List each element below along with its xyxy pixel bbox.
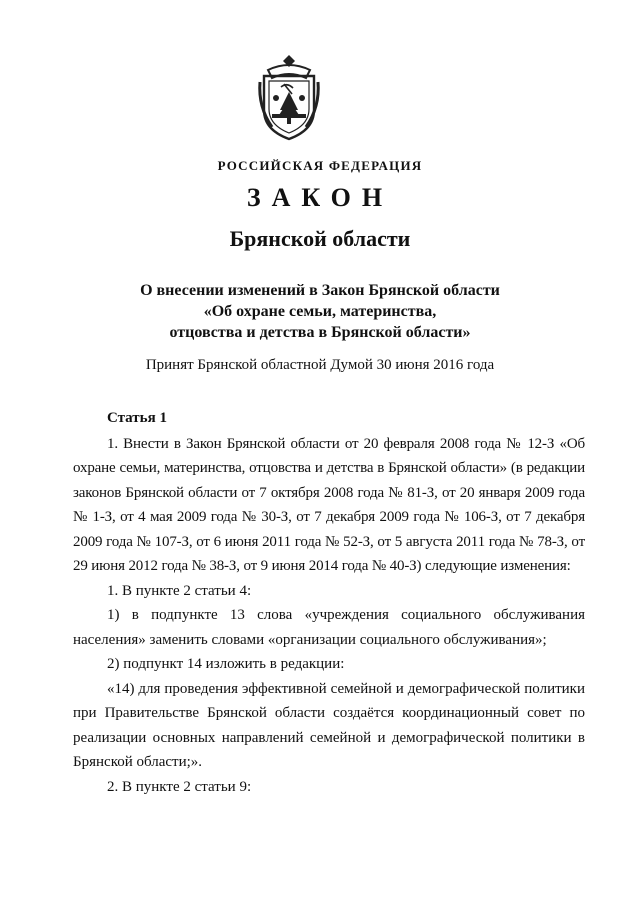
- law-subject-line: отцовства и детства в Брянской области»: [169, 324, 471, 341]
- paragraph: 1. В пункте 2 статьи 4:: [107, 582, 252, 599]
- law-title: ЗАКОН: [246, 183, 394, 212]
- federation-label: РОССИЙСКАЯ ФЕДЕРАЦИЯ: [217, 158, 423, 173]
- paragraph: 1. Внести в Закон Брянской области от 20 февраля 2008 года № 12-З «Об охране семьи, материнства, отцовства и детства в Брянской области» (в редакции законов Брянской области от 7 октября 2008 года № 81-З, от 20 января 2009 года № 1-З, от 4 мая 2009 года № 30-З, от 7 декабря 2009 года № 106-З, от 7 декабря 2009 года № 107-З, от 6 июня 2011 года № 52-З, от 5 августа 2011 года № 78-З, от 29 июня 2012 года № 38-З, от 9 июня 2014 года № 40-З) следующие изменения:: [73, 435, 585, 574]
- law-subject-line: О внесении изменений в Закон Брянской области: [140, 282, 500, 299]
- region-title: Брянской области: [229, 226, 411, 251]
- law-subject-line: «Об охране семьи, материнства,: [203, 303, 437, 320]
- law-subject: [0, 280, 640, 343]
- article-body: [73, 406, 585, 799]
- article-heading: Статья 1: [107, 410, 167, 426]
- paragraph: 2. В пункте 2 статьи 9:: [107, 778, 252, 795]
- coat-of-arms-emblem-icon: [254, 52, 324, 142]
- adoption-note: Принят Брянской областной Думой 30 июня 2016 года: [145, 357, 495, 373]
- paragraph: 1) в подпункте 13 слова «учреждения социального обслуживания населения» заменить словами «организации социального обслуживания»;: [73, 607, 585, 648]
- paragraph: 2) подпункт 14 изложить в редакции:: [107, 656, 345, 672]
- paragraph: «14) для проведения эффективной семейной и демографической политики при Правительстве Брянской области создаётся координационный совет по реализации основных направлений семейной и демографической политики в Брянской области;».: [73, 680, 585, 770]
